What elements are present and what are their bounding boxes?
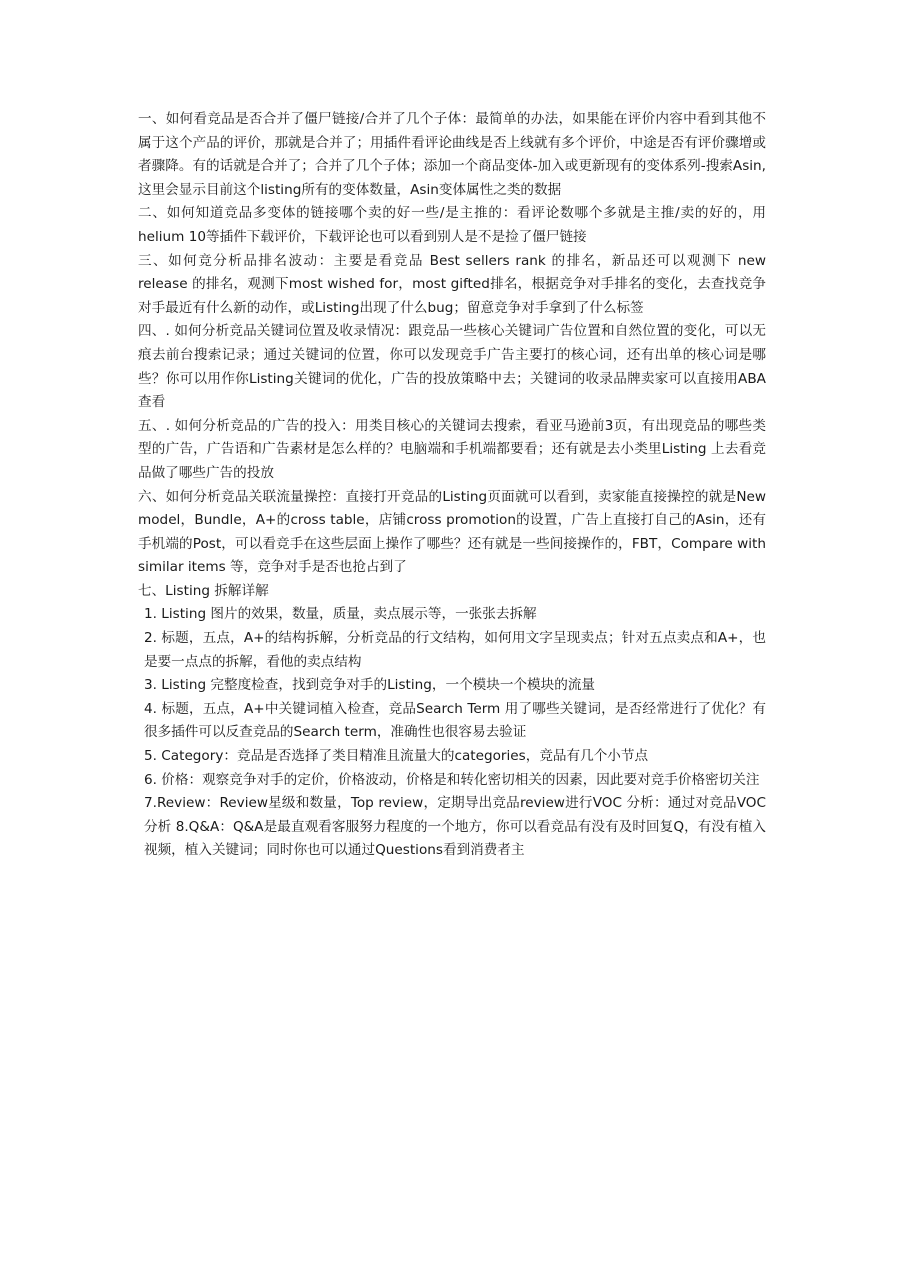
list-item: 4. 标题，五点，A+中关键词植入检查，竞品Search Term 用了哪些关键词，是否经常进行了优化？有很多插件可以反查竞品的Search term，准确性也很容易去验证 [144, 700, 766, 741]
list-item: 1. Listing 图片的效果，数量，质量，卖点展示等，一张张去拆解 [144, 606, 537, 623]
list-item: 6. 价格：观察竞争对手的定价，价格波动，价格是和转化密切相关的因素，因此要对竞手价格密切关注 [144, 771, 760, 788]
list-item: 2. 标题，五点，A+的结构拆解，分析竞品的行文结构，如何用文字呈现卖点；针对五点卖点和A+，也是要一点点的拆解，看他的卖点结构 [144, 630, 766, 670]
list-item: 3. Listing 完整度检查，找到竞争对手的Listing，一个模块一个模块的流量 [144, 677, 596, 694]
section-5-paragraph: 五、. 如何分析竞品的广告的投入：用类目核心的关键词去搜索，看亚马逊前3页，有出现竞品的哪些类型的广告，广告语和广告素材是怎么样的？电脑端和手机端都要看；还有就是去小类里Listing 上去看竞品做了哪些广告的投放 [138, 417, 766, 481]
section-7-heading: 七、Listing 拆解详解 [138, 582, 269, 599]
list-item: 5. Category：竞品是否选择了类目精准且流量大的categories，竞品有几个小节点 [144, 748, 649, 765]
section-2-paragraph: 二、如何知道竞品多变体的链接哪个卖的好一些/是主推的：看评论数哪个多就是主推/卖的好的，用helium 10等插件下载评价，下载评论也可以看到别人是不是捡了僵尸链接 [138, 205, 766, 245]
list-item: 7.Review：Review星级和数量，Top review，定期导出竞品review进行VOC 分析：通过对竞品VOC 分析 8.Q&A：Q&A是最直观看客服努力程度的一个地方，你可以看竞品有没有及时回复Q，有没有植入视频，植入关键词；同时你也可以通过Questions看到消费者主 [144, 795, 766, 859]
section-1-paragraph: 一、如何看竞品是否合并了僵尸链接/合并了几个子体：最简单的办法，如果能在评价内容中看到其他不属于这个产品的评价，那就是合并了；用插件看评论曲线是否上线就有多个评价，中途是否有评价骤增或者骤降。有的话就是合并了；合并了几个子体；添加一个商品变体-加入或更新现有的变体系列-搜索Asin,这里会显示目前这个listing所有的变体数量，Asin变体属性之类的数据 [138, 111, 766, 198]
section-6-paragraph: 六、如何分析竞品关联流量操控：直接打开竞品的Listing页面就可以看到，卖家能直接操控的就是New model，Bundle，A+的cross table，店铺cross promotion的设置，广告上直接打自己的Asin，还有手机端的Post，可以看竞手在这些层面上操作了哪些？还有就是一些间接操作的，FBT，Compare with similar items 等，竞争对手是否也抢占到了 [138, 488, 766, 576]
document-body [138, 108, 766, 863]
section-3-paragraph: 三、如何竞分析品排名波动：主要是看竞品 Best sellers rank 的排名，新品还可以观测下 new release 的排名，观测下most wished for，most gifted排名，根据竞争对手排名的变化，去查找竞争对手最近有什么新的动作，或Listing出现了什么bug；留意竞争对手拿到了什么标签 [138, 252, 766, 316]
section-4-paragraph: 四、. 如何分析竞品关键词位置及收录情况：跟竞品一些核心关键词广告位置和自然位置的变化，可以无痕去前台搜索记录；通过关键词的位置，你可以发现竞手广告主要打的核心词，还有出单的核心词是哪些？你可以用作你Listing关键词的优化，广告的投放策略中去；关键词的收录品牌卖家可以直接用ABA 查看 [138, 323, 766, 411]
